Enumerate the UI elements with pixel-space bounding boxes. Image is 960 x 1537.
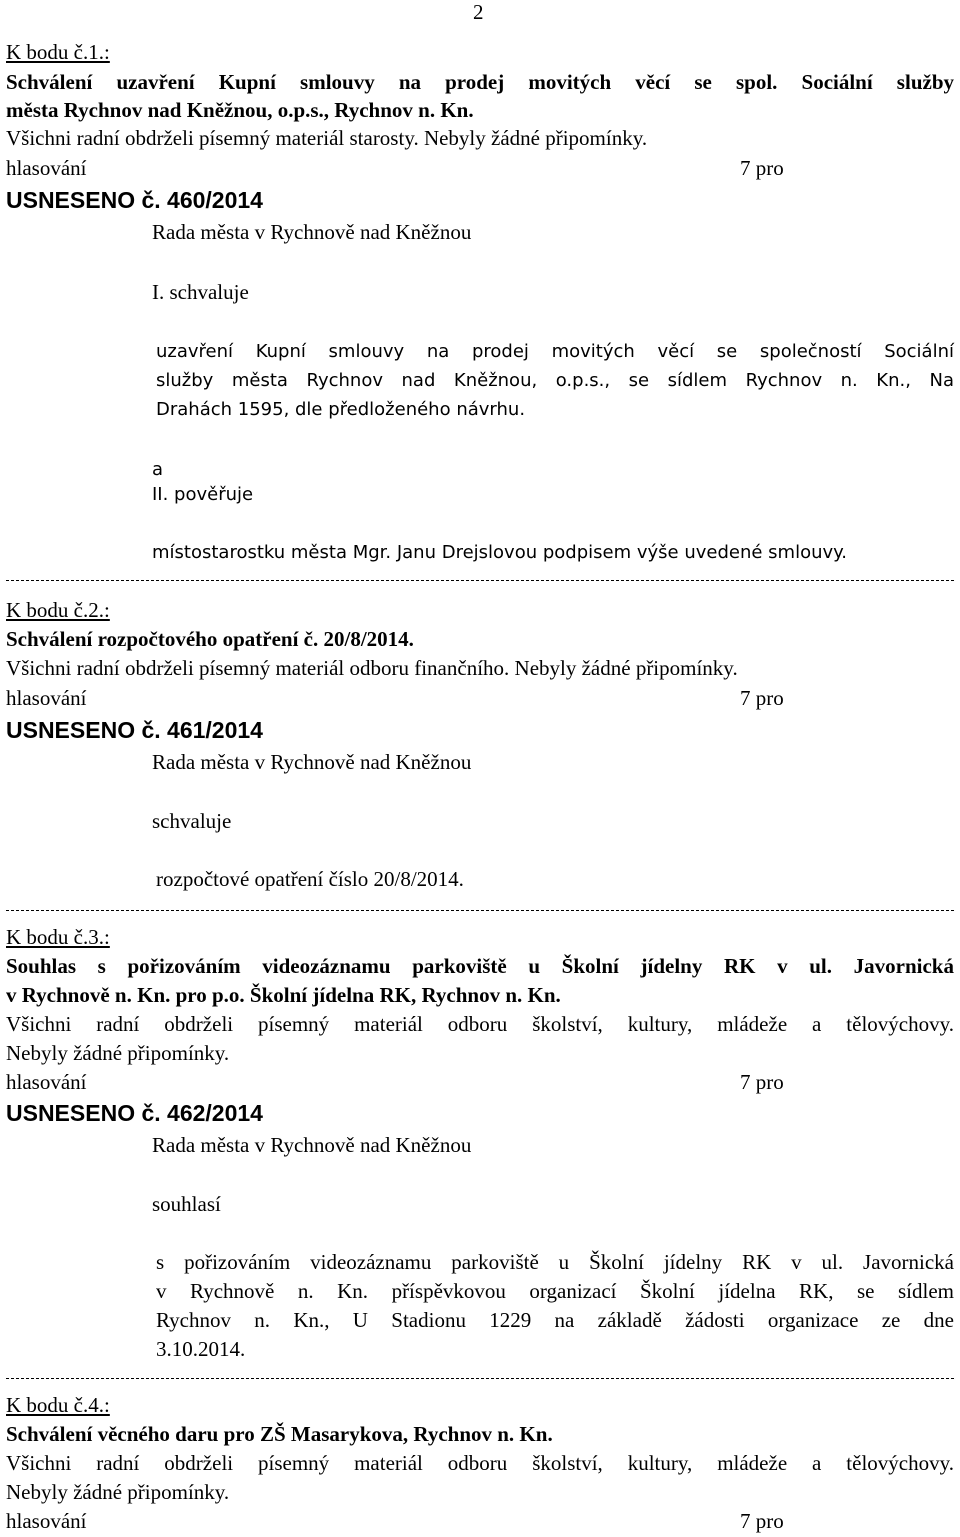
- item4-vote-label: hlasování: [6, 1509, 87, 1533]
- item2-vote-result: 7 pro: [740, 686, 784, 710]
- item3-point-text-line3: Rychnov n. Kn., U Stadionu 1229 na základě žádosti organizace ze dne: [156, 1308, 954, 1332]
- item3-point-text-line1: s pořizováním videozáznamu parkoviště u Školní jídelny RK v ul. Javornická: [156, 1250, 954, 1274]
- item3-vote-result: 7 pro: [740, 1070, 784, 1094]
- item4-heading: K bodu č.4.:: [6, 1393, 110, 1417]
- item2-council: Rada města v Rychnově nad Kněžnou: [152, 750, 472, 774]
- item4-info-line1: Všichni radní obdrželi písemný materiál odboru školství, kultury, mládeže a tělovýchovy.: [6, 1451, 954, 1475]
- page-number: 2: [473, 0, 484, 24]
- item2-vote-label: hlasování: [6, 686, 87, 710]
- item1-info: Všichni radní obdrželi písemný materiál starosty. Nebyly žádné připomínky.: [6, 126, 648, 150]
- item3-point-label: souhlasí: [152, 1192, 221, 1216]
- item1-and: a: [152, 459, 164, 480]
- item1-vote-result: 7 pro: [740, 156, 784, 180]
- separator-line: [6, 910, 954, 911]
- item3-point-text-line4: 3.10.2014.: [156, 1337, 246, 1361]
- item2-info: Všichni radní obdrželi písemný materiál odboru finančního. Nebyly žádné připomínky.: [6, 656, 738, 680]
- item1-point1-text-line2: služby města Rychnov nad Kněžnou, o.p.s., se sídlem Rychnov n. Kn., Na: [156, 370, 954, 391]
- item3-resolution-title: USNESENO č. 462/2014: [6, 1100, 263, 1126]
- item2-point-text: rozpočtové opatření číslo 20/8/2014.: [156, 867, 464, 891]
- item1-point2-label: II. pověřuje: [152, 484, 254, 505]
- separator-line: [6, 580, 954, 581]
- item2-resolution-title: USNESENO č. 461/2014: [6, 717, 263, 743]
- item3-point-text-line2: v Rychnově n. Kn. příspěvkovou organizací Školní jídelna RK, se sídlem: [156, 1279, 954, 1303]
- item3-title-line2: v Rychnově n. Kn. pro p.o. Školní jídelna RK, Rychnov n. Kn.: [6, 983, 561, 1007]
- item2-point-label: schvaluje: [152, 809, 232, 833]
- item3-title-line1: Souhlas s pořizováním videozáznamu parkoviště u Školní jídelny RK v ul. Javornická: [6, 954, 954, 978]
- item1-point1-label: I. schvaluje: [152, 280, 249, 304]
- item2-heading: K bodu č.2.:: [6, 598, 110, 622]
- item3-council: Rada města v Rychnově nad Kněžnou: [152, 1133, 472, 1157]
- separator-line: [6, 1378, 954, 1379]
- item1-resolution-title: USNESENO č. 460/2014: [6, 187, 263, 213]
- item1-title-line2: města Rychnov nad Kněžnou, o.p.s., Rychnov n. Kn.: [6, 98, 474, 122]
- item4-vote-result: 7 pro: [740, 1509, 784, 1533]
- item1-council: Rada města v Rychnově nad Kněžnou: [152, 220, 472, 244]
- item1-point1-text-line1: uzavření Kupní smlouvy na prodej movitých věcí se společností Sociální: [156, 341, 954, 362]
- item1-heading: K bodu č.1.:: [6, 40, 110, 64]
- item4-info-line2: Nebyly žádné připomínky.: [6, 1480, 230, 1504]
- item2-title: Schválení rozpočtového opatření č. 20/8/2014.: [6, 627, 414, 651]
- item1-point2-text: místostarostku města Mgr. Janu Drejslovou podpisem výše uvedené smlouvy.: [152, 542, 847, 563]
- item1-vote-label: hlasování: [6, 156, 87, 180]
- item3-info-line1: Všichni radní obdrželi písemný materiál odboru školství, kultury, mládeže a tělovýchovy.: [6, 1012, 954, 1036]
- item3-info-line2: Nebyly žádné připomínky.: [6, 1041, 230, 1065]
- item3-vote-label: hlasování: [6, 1070, 87, 1094]
- item3-heading: K bodu č.3.:: [6, 925, 110, 949]
- item1-title-line1: Schválení uzavření Kupní smlouvy na prodej movitých věcí se spol. Sociální služby: [6, 70, 954, 94]
- item4-title: Schválení věcného daru pro ZŠ Masarykova, Rychnov n. Kn.: [6, 1422, 553, 1446]
- item1-point1-text-line3: Drahách 1595, dle předloženého návrhu.: [156, 399, 526, 420]
